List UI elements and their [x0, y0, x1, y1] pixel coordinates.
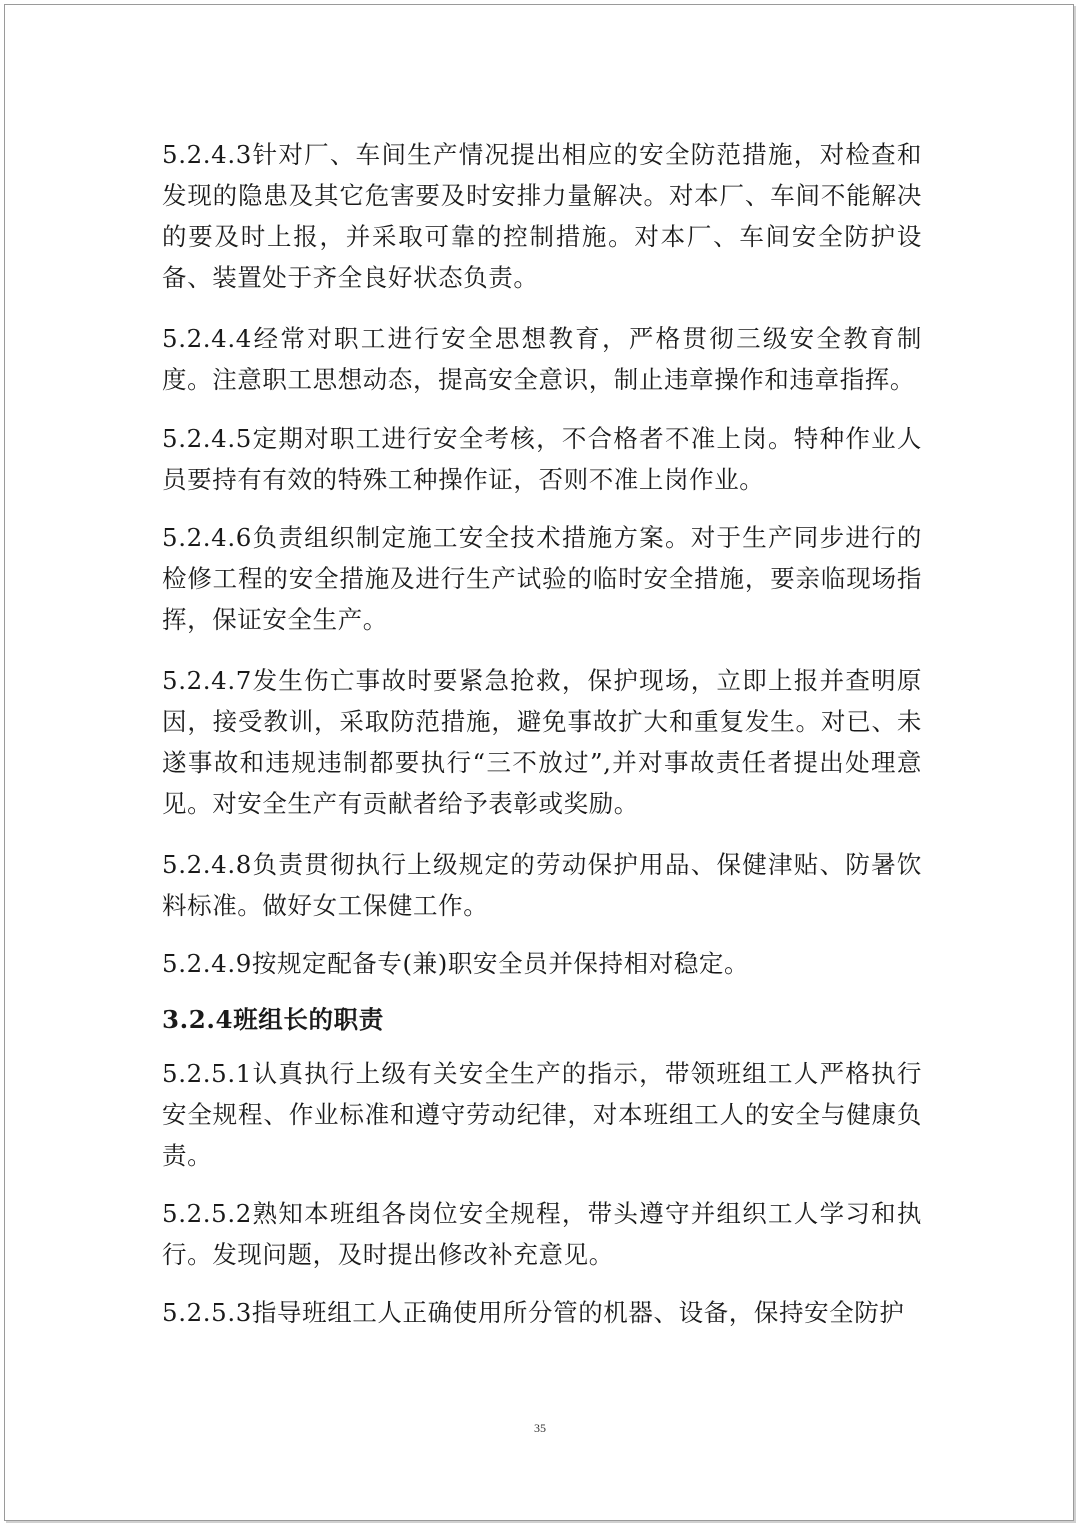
- paragraph-5-2-5-2: 5.2.5.2熟知本班组各岗位安全规程，带头遵守并组织工人学习和执行。发现问题，及时提出修改补充意见。: [162, 1199, 922, 1269]
- paragraph-5-2-4-3: 5.2.4.3针对厂、车间生产情况提出相应的安全防范措施，对检查和发现的隐患及其它危害要及时安排力量解决。对本厂、车间不能解决的要及时上报，并采取可靠的控制措施。对本厂、车间安全防护设备、装置处于齐全良好状态负责。: [162, 140, 922, 292]
- page-number: 35: [534, 1421, 546, 1435]
- paragraph-5-2-4-7: 5.2.4.7发生伤亡事故时要紧急抢救，保护现场，立即上报并查明原因，接受教训，采取防范措施，避免事故扩大和重复发生。对已、未遂事故和违规违制都要执行“三不放过”,并对事故责任者提出处理意见。对安全生产有贡献者给予表彰或奖励。: [162, 666, 922, 818]
- document-body: [162, 134, 922, 1333]
- paragraph-5-2-4-4: 5.2.4.4经常对职工进行安全思想教育，严格贯彻三级安全教育制度。注意职工思想动态，提高安全意识，制止违章操作和违章指挥。: [162, 324, 922, 394]
- paragraph-5-2-5-3: 5.2.5.3指导班组工人正确使用所分管的机器、设备，保持安全防护: [162, 1298, 905, 1327]
- paragraph-5-2-5-1: 5.2.5.1认真执行上级有关安全生产的指示，带领班组工人严格执行安全规程、作业标准和遵守劳动纪律，对本班组工人的安全与健康负责。: [162, 1059, 922, 1170]
- paragraph-5-2-4-5: 5.2.4.5定期对职工进行安全考核，不合格者不准上岗。特种作业人员要持有有效的特殊工种操作证，否则不准上岗作业。: [162, 424, 922, 494]
- section-heading: 3.2.4班组长的职责: [162, 1005, 384, 1034]
- paragraph-5-2-4-6: 5.2.4.6负责组织制定施工安全技术措施方案。对于生产同步进行的检修工程的安全措施及进行生产试验的临时安全措施，要亲临现场指挥，保证安全生产。: [162, 523, 922, 634]
- paragraph-5-2-4-9: 5.2.4.9按规定配备专(兼)职安全员并保持相对稳定。: [162, 949, 750, 978]
- paragraph-5-2-4-8: 5.2.4.8负责贯彻执行上级规定的劳动保护用品、保健津贴、防暑饮料标准。做好女工保健工作。: [162, 850, 922, 920]
